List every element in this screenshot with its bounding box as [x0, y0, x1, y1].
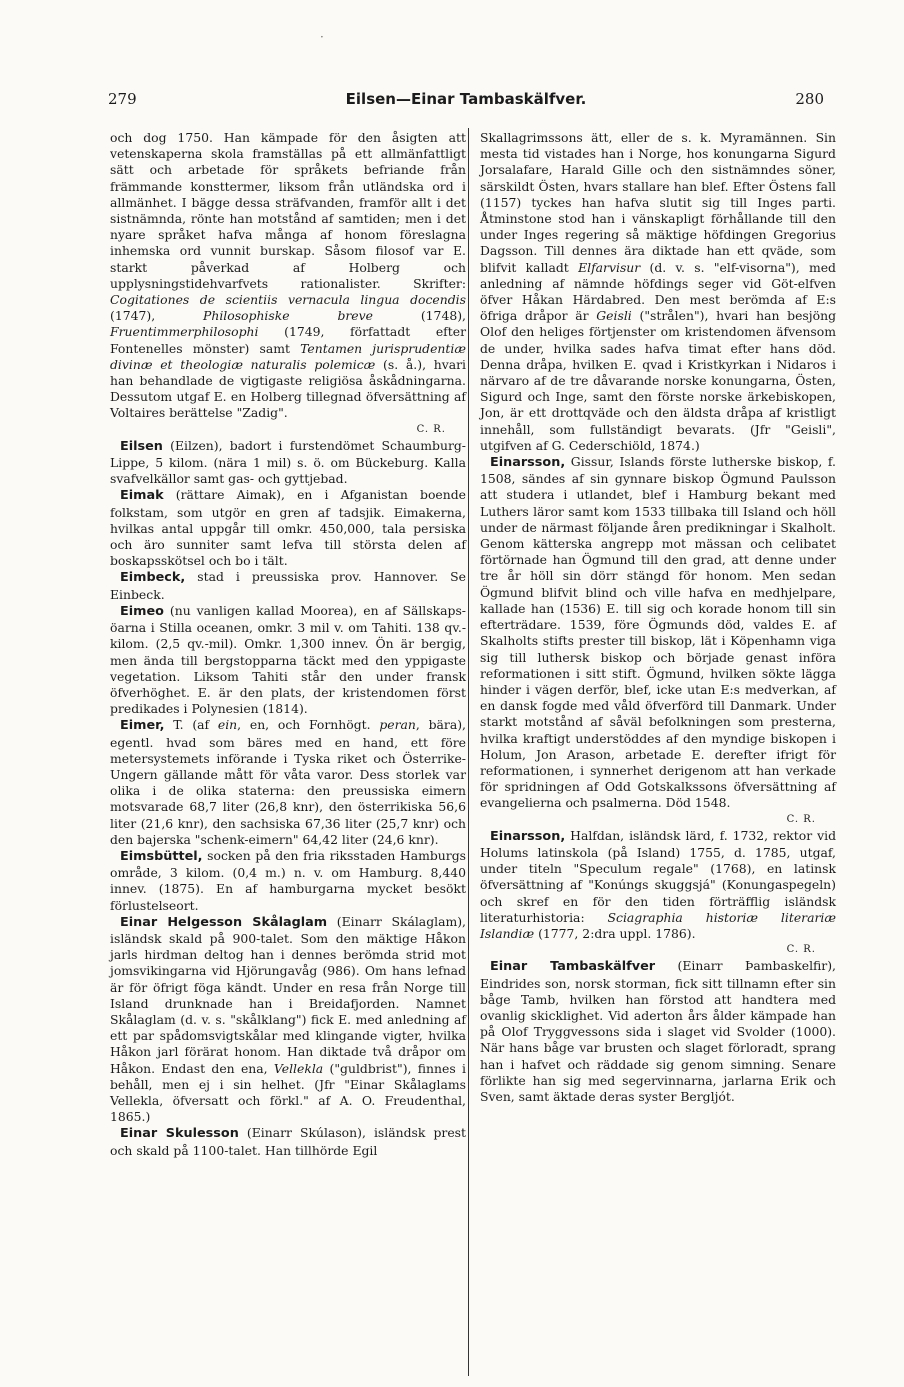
entry-text: (1749, författadt efter Fontenelles mönster) samt: [110, 324, 466, 356]
dictionary-entry: [110, 1125, 466, 1158]
column-divider: [468, 128, 469, 1376]
entry-headword: Einar Tambaskälfver: [490, 959, 656, 975]
entry-headword: Eimsbüttel,: [120, 848, 203, 864]
italic-title: Sciagraphia historiæ literariæ Islandiæ: [480, 909, 836, 941]
scan-mark: ·: [320, 30, 324, 44]
entry-text: ("guldbrist"), finnes i behåll, men ej i sin helhet. (Jfr "Einar Skålaglams Vellekla, öfversatt och förkl." af A. O. Freudenthal, 1865.): [110, 1060, 466, 1125]
left-column: [110, 130, 466, 1159]
entry-headword: Einar Helgesson Skålaglam: [120, 914, 328, 930]
entry-headword: Eimak: [120, 488, 164, 504]
italic-title: Philosophiske breve: [203, 308, 373, 324]
entry-headword: Eimbeck,: [120, 570, 186, 586]
entry-headword: Einarsson,: [490, 455, 566, 471]
entry-text: (Einarr Skúlason), isländsk prest och skald på 1100-talet. Han tillhörde Egil: [110, 1125, 466, 1158]
entry-text: (nu vanligen kallad Moorea), en af Sällskaps-öarna i Stilla oceanen, omkr. 3 mil v. om Tahiti. 138 qv.-kilom. (2,5 qv.-mil). Omkr. 1,300 innev. Ön är bergig, men ända till bergstopparna täckt med den yppigaste vegetation. Liksom Tahiti står den under fransk öfverhöghet. E. är den plats, der kristendomen först predikades i Polynesien (1814).: [110, 602, 466, 717]
dictionary-entry: [110, 438, 466, 488]
italic-title: peran: [379, 717, 416, 733]
italic-title: Elfarvisur: [578, 259, 641, 275]
entry-text: (Eilzen), badort i furstendömet Schaumburg-Lippe, 5 kilom. (nära 1 mil) s. ö. om Bückeburg. Kalla svafvelkällor samt gas- och gyttjebad.: [110, 437, 466, 487]
dictionary-entry: [480, 958, 836, 1105]
page-number-left: 279: [108, 90, 137, 108]
entry-headword: Eimer,: [120, 718, 165, 734]
italic-title: ein: [217, 717, 238, 733]
entry-text: , bära), egentl. hvad som bäres med en hand, ett före metersystemets införande i Tyska riket och Österrike-Ungern gällande mått för våta varor. Dess storlek var olika i de olika staterna: den preussiska eimern motsvarade 68,7 liter (26,8 knr), den österrikiska 56,6 liter (21,6 knr), den sachsiska 67,36 liter (25,7 knr) och den bajerska "schenk-eimern" 64,42 liter (24,6 knr).: [110, 717, 466, 847]
entry-text: (Einarr Þambaskelfir), Eindrides son, norsk storman, fick sitt tillnamn efter sin båge Tamb, hvilken han förstod att handtera med ovanlig skicklighet. Vid aderton års ålder kämpade han på Olof Tryggvessons sida i slaget vid Svolder (1000). När hans båge var brusten och slaget förloradt, sprang han i hafvet och räddade sig genom simning. Senare förlikte han sig med segervinnarna, jarlarna Erik och Sven, samt äktade deras syster Bergljót.: [480, 958, 836, 1104]
right-column: [480, 130, 836, 1105]
italic-title: Cogitationes de scientiis vernacula lingua docendis: [110, 292, 466, 308]
entry-text: (rättare Aimak), en i Afganistan boende folkstam, som utgör en gren af tadsjik. Eimakerna, hvilkas antal uppgår till omkr. 450,000, tala persiska och äro sunniter samt lefva till största delen af boskapsskötsel och bo i tält.: [110, 487, 466, 569]
entry-text: (1747),: [110, 308, 203, 324]
italic-title: Fruentimmerphilosophi: [110, 324, 259, 340]
dictionary-entry: [110, 717, 466, 848]
italic-title: Tentamen jurisprudentiæ divinæ et theologiæ naturalis polemicæ: [110, 340, 467, 372]
page-header: [108, 90, 824, 116]
dictionary-entry: [110, 487, 466, 569]
entry-text: (s. å.), hvari han behandlade de vigtigaste religiösa åskådningarna. Dessutom utgaf E. en Holberg tillegnad öfversättning af Voltaires berättelse "Zadig".: [110, 356, 466, 421]
dictionary-entry: [480, 828, 836, 959]
dictionary-entry: [110, 569, 466, 602]
dictionary-entry: [110, 914, 466, 1126]
entry-text: Gissur, Islands förste lutherske biskop, f. 1508, sändes af sin gynnare biskop Ögmund Paulsson att studera i utlandet, blef i Hamburg bekant med Luthers läror samt kom 1533 tillbaka till Island och höll under de närmast följande åren predikningar i Skalholt. Genom kätterska angrepp mot mässan och celibatet förtörnade han Ögmund till den grad, att denne under tre år höll sin dörr stängd för honom. Men sedan Ögmund blifvit blind och ville hafva en medhjelpare, kallade han (1536) E. till sig och korade honom till sin efterträdare. 1539, före Ögmunds död, valdes E. af Skalholts stifts prester till biskop, lät i Köpenhamn viga sig till luthersk biskop och började genast införa reformationen i sitt stift. Ögmund, hvilken sökte lägga hinder i vägen derför, blef, icke utan E:s medverkan, af en dansk fogde med våld öfverförd till Danmark. Under starkt motstånd af såväl befolkningen som presterna, hvilka kraftigt understöddes af den myndige biskopen i Holum, Jon Arason, arbetade E. derefter ifrigt för reformationen, i synnerhet derigenom att han verkade för spridningen af Odd Gotskalkssons öfversättning af evangelierna och psalmerna. Död 1548.: [480, 454, 836, 811]
italic-title: Geisli: [596, 308, 632, 324]
dictionary-entry: [110, 603, 466, 717]
entry-text: (d. v. s. "elf-visorna"), med anledning af nämnde höfdings seger vid Göt-elfven öfver Håkan Härdabred. Den mest berömda af E:s öfriga dråpor är: [480, 259, 836, 324]
entry-text: ("strålen"), hvari han besjöng Olof den heliges förtjenster om kristendomen äfvensom de under, hvilka sades hafva timat efter hans död. Denna dråpa, hvilken E. qvad i Kristkyrkan i Nidaros i närvaro af de tre dåvarande norske konungarna, Östen, Sigurd och Inge, samt den förste norske ärkebiskopen, Jon, är ett drottqväde och den äldsta dråpa af kristligt innehåll, som fullständigt bevarats. (Jfr "Geisli", utgifven af G. Cederschiöld, 1874.): [480, 308, 837, 453]
italic-title: Vellekla: [273, 1060, 324, 1076]
entry-text: (Einarr Skálaglam), isländsk skald på 900-talet. Som den mäktige Håkon jarls hirdman deltog han i dennes berömda strid mot jomsvikingarna vid Hjörungavåg (986). Om hans lefnad är för öfrigt föga kändt. Under en resa från Norge till Island drunknade han i Breidafjorden. Namnet Skålaglam (d. v. s. "skålklang") fick E. med anledning af ett par spådomsvigtskålar med klingande vigter, hvilka Håkon jarl förärat honom. Han diktade två dråpor om Håkon. Endast den ena,: [110, 913, 466, 1076]
entry-text: , en, och Fornhögt.: [237, 717, 380, 733]
dictionary-entry: [480, 454, 836, 828]
signature: C. R.: [786, 944, 816, 956]
entry-text: socken på den fria riksstaden Hamburgs område, 3 kilom. (0,4 m.) n. v. om Hamburg. 8,440 innev. (1875). En af hamburgarna mycket besökt förlustelseort.: [110, 847, 466, 913]
page-number-right: 280: [795, 90, 824, 108]
entry-text: Halfdan, isländsk lärd, f. 1732, rektor vid Holums latinskola (på Island) 1755, d. 1785, utgaf, under titeln "Speculum regale" (1768), en latinsk öfversättning af "Konúngs skuggsjá" (Konungaspegeln) och skref en för den tiden förträfflig isländsk literaturhistoria:: [480, 827, 836, 925]
entry-headword: Einarsson,: [490, 828, 566, 844]
entry-text: (1777, 2:dra uppl. 1786).: [534, 925, 696, 941]
entry-text: Skallagrimssons ätt, eller de s. k. Myramännen. Sin mesta tid vistades han i Norge, hos konungarna Sigurd Jorsalafare, Harald Gille och den sistnämndes söner, särskildt Östen, hvars stallare han blef. Efter Östens fall (1157) tyckes han hafva slutit sig till Inges parti. Åtminstone stod han i vänskapligt förhållande till den under Inges regering så mäktige höfdingen Gregorius Dagsson. Till dennes ära diktade han ett qväde, som blifvit kalladt: [480, 130, 836, 275]
entry-text: stad i preussiska prov. Hannover. Se Einbeck.: [110, 569, 466, 602]
dictionary-entry: [110, 848, 466, 914]
entry-text: och dog 1750. Han kämpade för den åsigten att vetenskaperna skola framställas på ett allmänfattligt sätt och arbetade för språkets befriande från främmande konsttermer, liksom från utländska ord i allmänhet. I bägge dessa sträfvanden, framför allt i det sistnämnda, rönte han motstånd af samtiden; men i det nyare språket hafva många af honom föreslagna inhemska ord vunnit burskap. Såsom filosof var E. starkt påverkad af Holberg och upplysningstidehvarfvets rationalister. Skrifter:: [110, 130, 466, 291]
entry-headword: Eimeo: [120, 603, 164, 619]
entry-headword: Einar Skulesson: [120, 1126, 239, 1142]
entry-text: T. (af: [164, 717, 218, 733]
continued-text: [480, 130, 836, 454]
signature: C. R.: [786, 813, 816, 825]
signature: C. R.: [416, 423, 446, 435]
continued-text: [110, 130, 466, 438]
entry-text: (1748),: [372, 308, 466, 324]
running-head: Eilsen—Einar Tambaskälfver.: [345, 90, 587, 108]
entry-headword: Eilsen: [120, 438, 163, 454]
